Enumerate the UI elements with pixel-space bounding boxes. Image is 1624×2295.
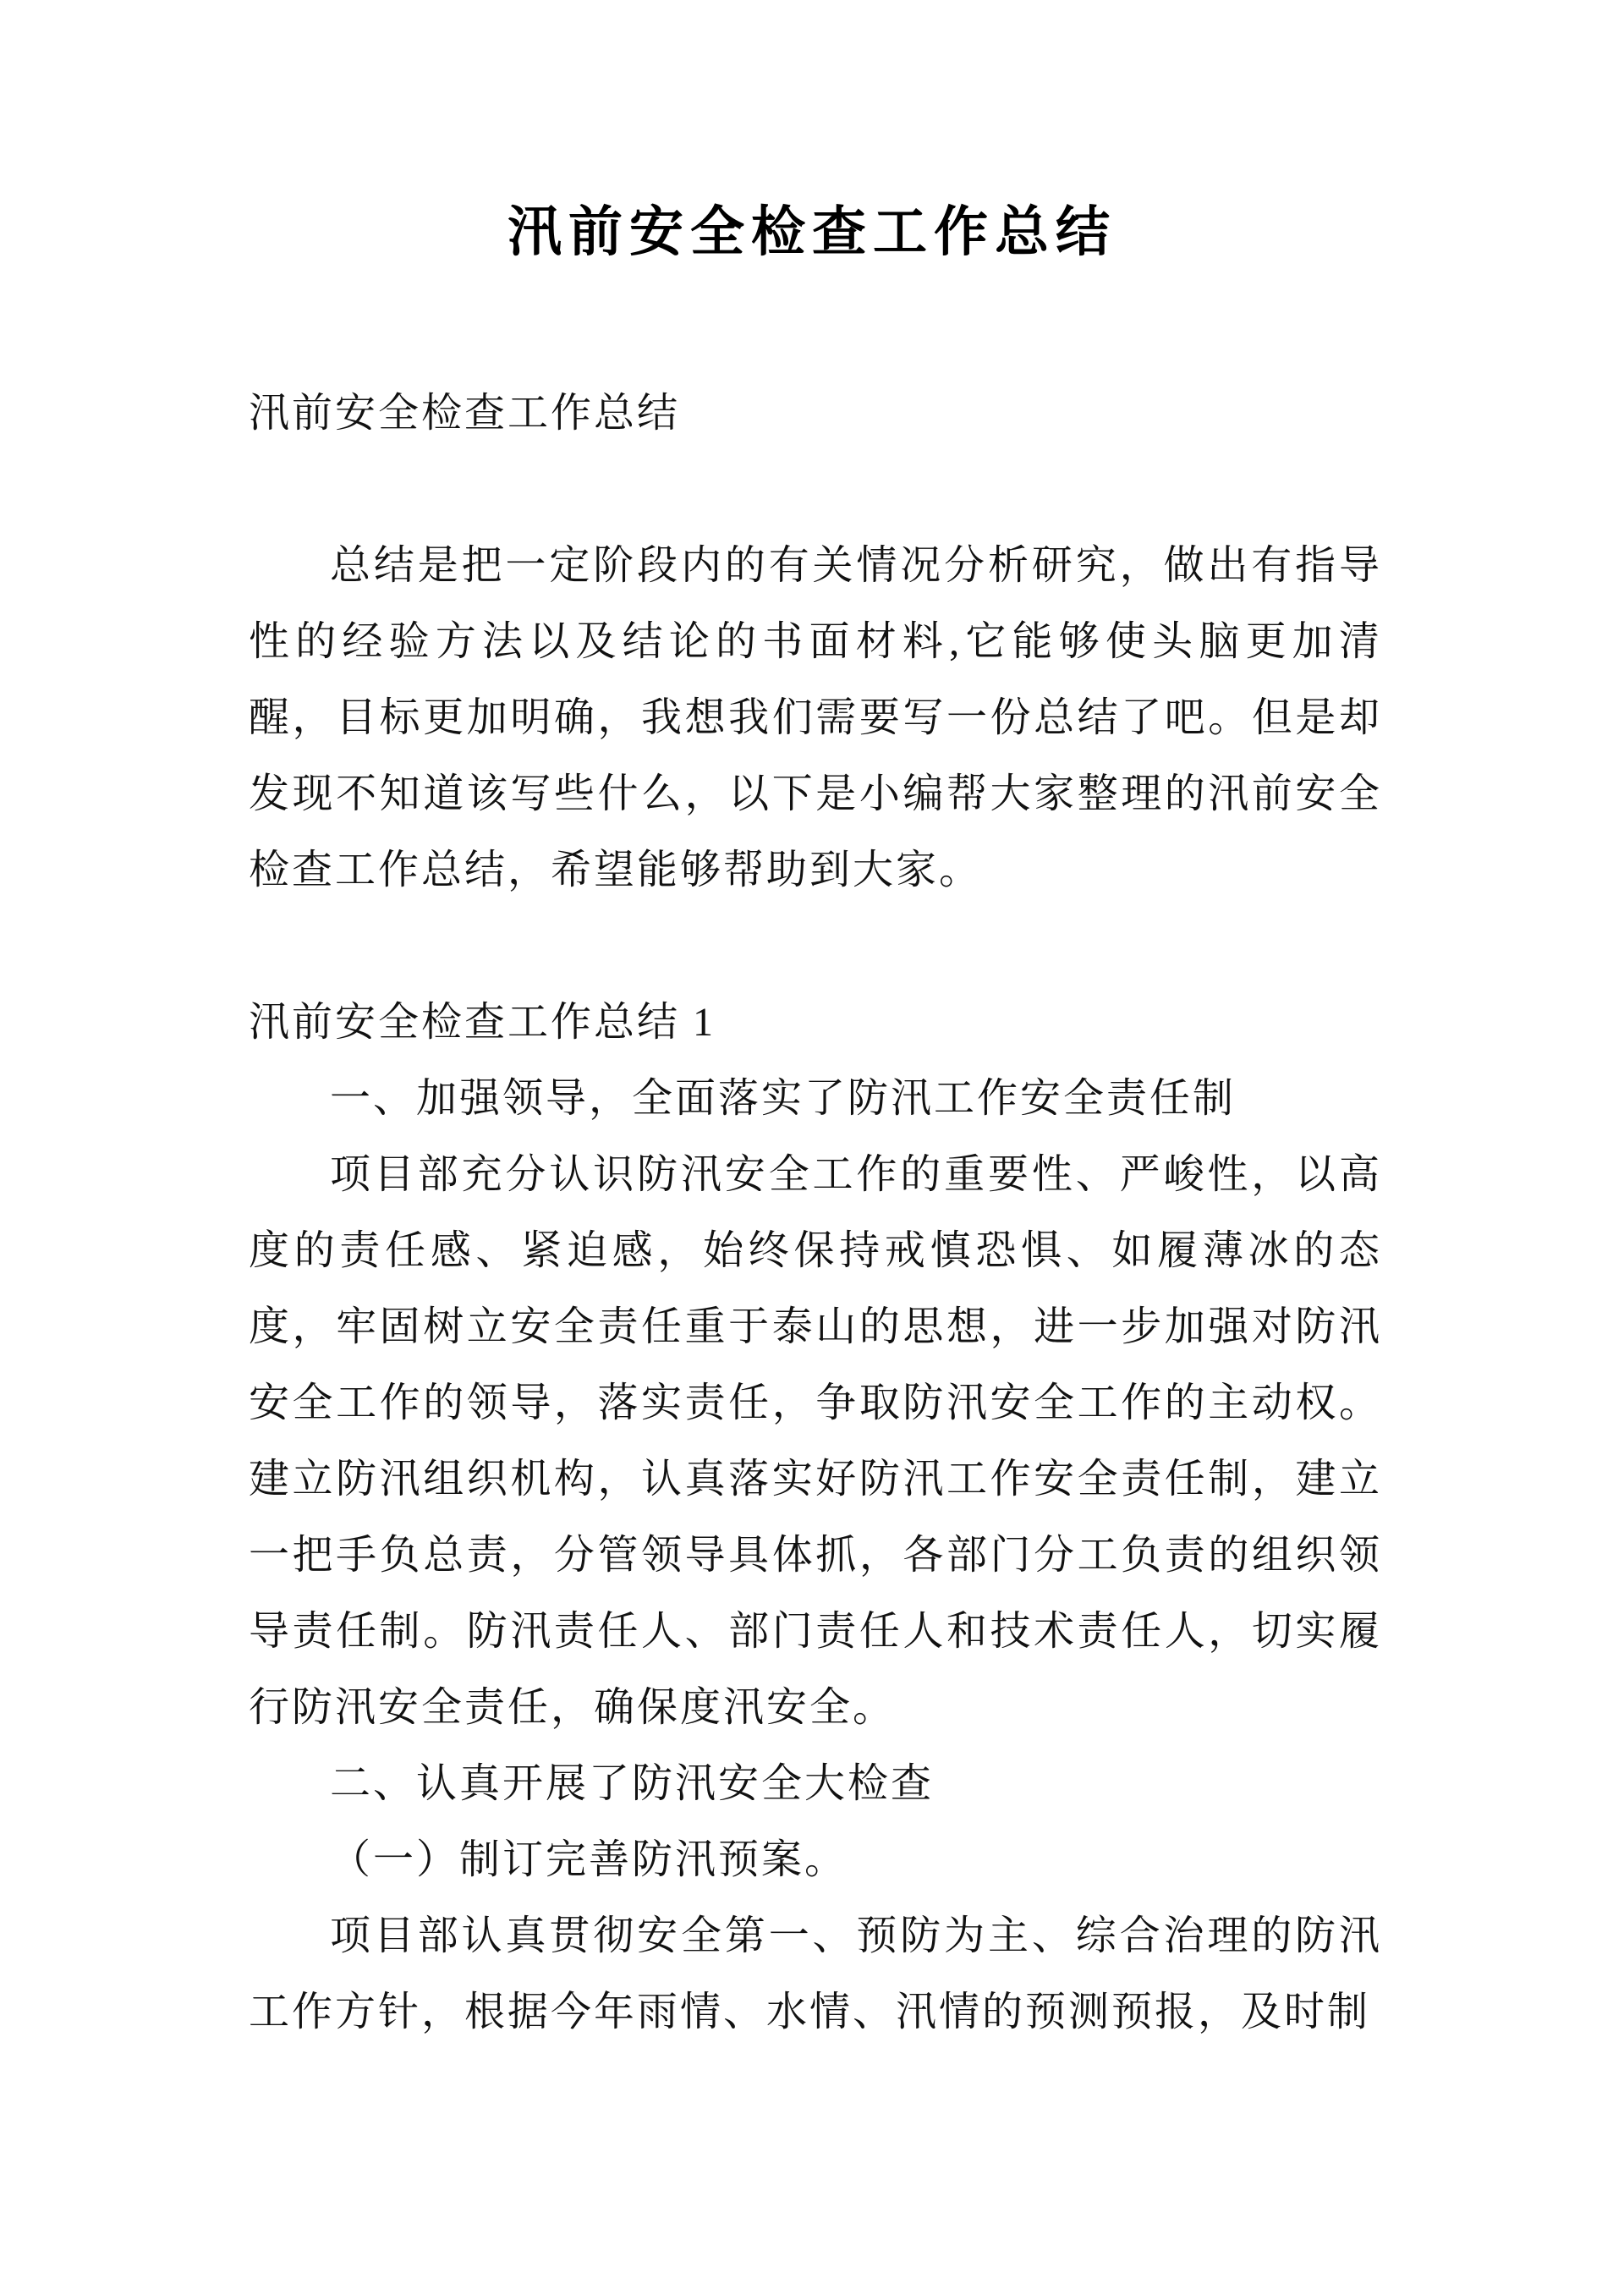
paragraph: 项目部认真贯彻安全第一、预防为主、综合治理的防汛工作方针，根据今年雨情、水情、汛情的预测预报，及时制: [249, 1913, 1382, 2034]
paragraph: 一、加强领导，全面落实了防汛工作安全责任制: [330, 1076, 1237, 1121]
paragraph: 项目部充分认识防汛安全工作的重要性、严峻性，以高度的责任感、紧迫感，始终保持戒慎恐惧、如履薄冰的态度，牢固树立安全责任重于泰山的思想，进一步加强对防汛安全工作的领导，落实责任，争取防汛安全工作的主动权。建立防汛组织机构，认真落实好防汛工作安全责任制，建立一把手负总责，分管领导具体抓，各部门分工负责的组织领导责任制。防汛责任人、部门责任人和技术责任人，切实履行防汛安全责任，确保度汛安全。: [249, 1152, 1382, 1730]
paragraph: 汛前安全检查工作总结: [249, 391, 681, 436]
paragraph: 二、认真开展了防汛安全大检查: [330, 1761, 935, 1806]
document-body: [249, 376, 1382, 2051]
paragraph: 总结是把一定阶段内的有关情况分析研究，做出有指导性的经验方法以及结论的书面材料,它能够使头脑更加清醒，目标更加明确，我想我们需要写一份总结了吧。但是却发现不知道该写些什么，以下是小编帮大家整理的汛前安全检查工作总结，希望能够帮助到大家。: [249, 543, 1382, 892]
document-title: 汛前安全检查工作总结: [508, 202, 1116, 262]
paragraph: （一）制订完善防汛预案。: [330, 1837, 848, 1882]
paragraph: 汛前安全检查工作总结 1: [249, 1000, 716, 1045]
